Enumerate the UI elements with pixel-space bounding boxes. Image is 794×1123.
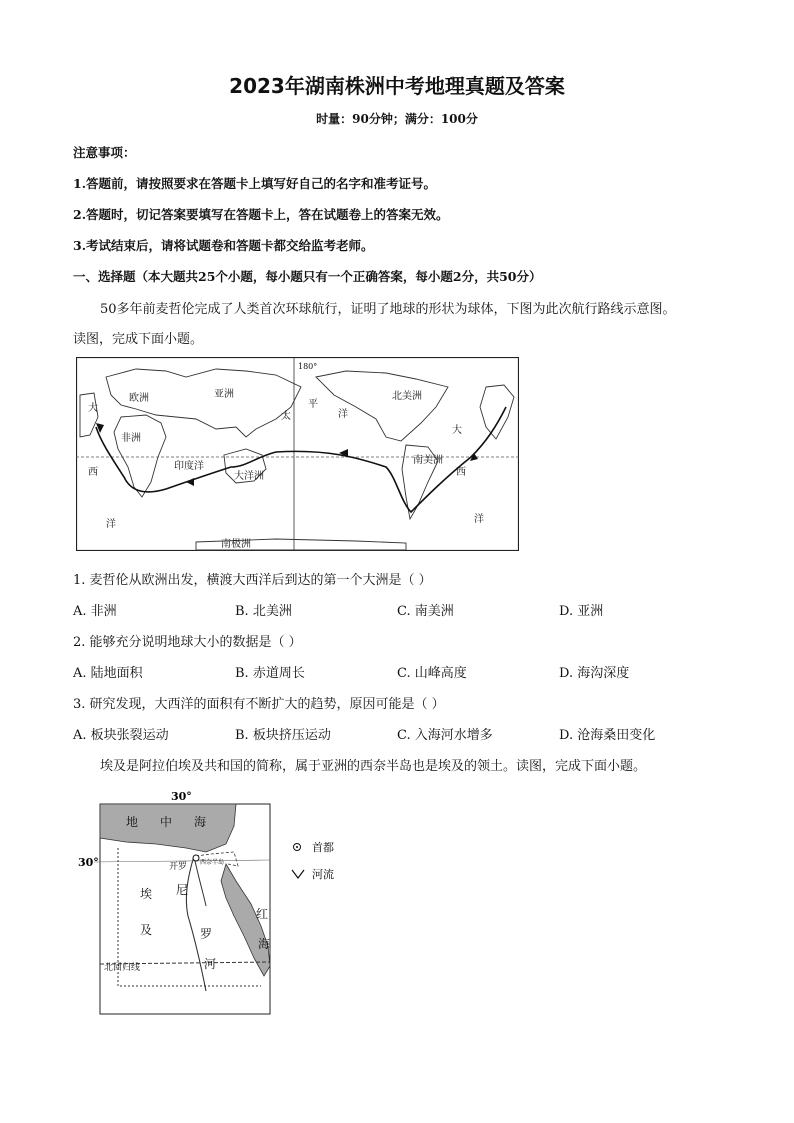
option-c: C. 山峰高度 [397,666,467,681]
map-label: 大 [88,403,98,414]
map-label: 及 [140,923,153,937]
map-label: 平 [308,399,318,410]
map-label: 欧洲 [129,393,149,404]
map-label: 南极洲 [221,539,251,550]
egypt-map [76,786,356,1018]
river-icon [292,870,304,878]
map-label: 亚洲 [214,389,234,400]
map-label: 洋 [474,514,484,525]
option-c: C. 南美洲 [397,604,454,619]
option-d: D. 亚洲 [559,604,604,619]
latitude-label: 30° [78,856,99,869]
passage-text: 埃及是阿拉伯埃及共和国的简称，属于亚洲的西奈半岛也是埃及的领土。读图，完成下面小题。 [100,759,647,774]
option-b: B. 板块挤压运动 [235,728,331,743]
map-label: 洋 [106,519,116,530]
notice-item: 3.考试结束后，请将试题卷和答题卡都交给监考老师。 [73,238,374,253]
question-stem: 2. 能够充分说明地球大小的数据是（ ） [73,635,302,650]
option-c: C. 入海河水增多 [397,728,493,743]
map-label: 中 [160,815,173,829]
option-d: D. 海沟深度 [559,666,630,681]
map-label: 北美洲 [392,391,422,402]
notice-item: 1.答题前，请按照要求在答题卡上填写好自己的名字和准考证号。 [73,176,437,191]
map-label: 河 [204,957,217,971]
page-title: 2023年湖南株洲中考地理真题及答案 [229,74,565,98]
question-stem: 3. 研究发现，大西洋的面积有不断扩大的趋势，原因可能是（ ） [73,697,445,712]
world-route-map [76,357,519,551]
legend-capital-label: 首都 [312,841,334,854]
map-label: 大 [452,425,462,436]
peninsula-label: 西奈半岛 [200,859,225,866]
legend-river-label: 河流 [312,868,334,881]
map-label: 太 [281,411,291,422]
longitude-label: 30° [171,790,192,803]
map-label: 埃 [140,887,153,901]
option-a: A. 陆地面积 [73,666,143,681]
map-label: 洋 [338,409,348,420]
section-heading: 一、选择题（本大题共25个小题，每小题只有一个正确答案，每小题2分，共50分） [73,269,542,284]
option-d: D. 沧海桑田变化 [559,728,656,743]
option-a: A. 非洲 [73,604,117,619]
notice-heading: 注意事项： [73,145,136,160]
map-label: 海 [258,937,271,951]
notice-item: 2.答题时，切记答案要填写在答题卡上，答在试题卷上的答案无效。 [73,207,449,222]
option-b: B. 赤道周长 [235,666,305,681]
map-label: 印度洋 [174,461,204,472]
option-b: B. 北美洲 [235,604,292,619]
question-stem: 1. 麦哲伦从欧洲出发，横渡大西洋后到达的第一个大洲是（ ） [73,573,432,588]
map-label: 西 [88,467,98,478]
map-label: 南美洲 [413,455,443,466]
map-label: 大洋洲 [234,471,264,482]
tropic-label: 北回归线 [104,963,141,973]
passage-text: 读图，完成下面小题。 [73,332,204,347]
exam-info: 时量：90分钟；满分：100分 [316,112,478,126]
map-label: 红 [256,907,269,921]
longitude-label: 180° [298,362,318,371]
map-label: 非洲 [121,433,141,444]
map-label: 海 [194,815,207,829]
capital-label: 开罗 [169,862,188,872]
map-label: 西 [456,467,466,478]
map-label: 罗 [200,927,213,941]
passage-text: 50多年前麦哲伦完成了人类首次环球航行，证明了地球的形状为球体，下图为此次航行路线示意图。 [100,302,676,317]
map-label: 尼 [176,883,189,897]
map-label: 地 [126,815,139,829]
option-a: A. 板块张裂运动 [73,728,169,743]
